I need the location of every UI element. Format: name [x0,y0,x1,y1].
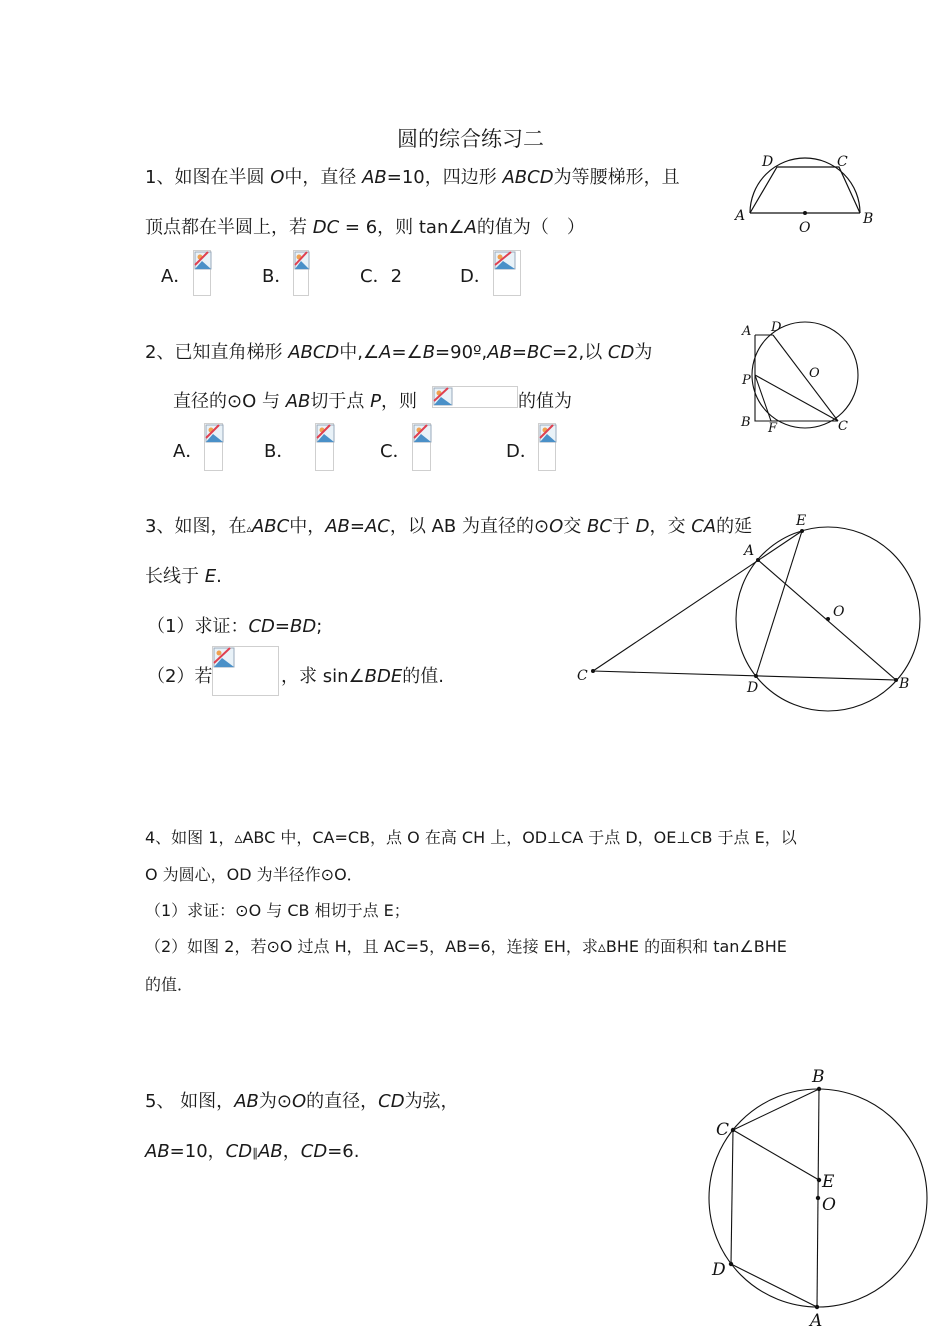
broken-image-icon [212,646,279,696]
q1-option-a[interactable]: A． [161,266,192,287]
q4-line2: O 为圆心，OD 为半径作⊙O． [145,865,363,884]
q1-option-b[interactable]: B． [262,266,293,287]
svg-text:D: D [712,1260,726,1280]
svg-text:A: A [810,1311,823,1331]
svg-text:A: A [742,324,752,339]
svg-text:E: E [822,1172,835,1192]
svg-text:D: D [771,320,782,335]
q3-line2: 长线于 E. [145,566,222,587]
svg-text:C: C [716,1120,730,1140]
q4-line4: （2）如图 2，若⊙O 过点 H，且 AC=5，AB=6，连接 EH，求▵BHE 的面积和 tan∠BHE [145,937,787,956]
q4-line1: 4、如图 1，▵ABC 中，CA=CB，点 O 在高 CH 上，OD⊥CA 于点 D，OE⊥CB 于点 E，以 [145,828,797,847]
q3-line1: 3、如图，在▵ABC中，AB=AC，以 AB 为直径的⊙O交 BC于 D，交 CA的延 [145,516,753,537]
q1-option-d[interactable]: D． [460,266,492,287]
svg-text:B: B [812,1067,825,1087]
svg-text:F: F [768,421,778,436]
q2-figure [735,315,875,440]
svg-text:B: B [741,415,751,430]
page-title: 圆的综合练习二 [397,127,544,151]
q1-line2: 顶点都在半圆上，若 DC = 6，则 tan∠A的值为（ ） [145,217,585,238]
broken-image-icon [293,250,309,296]
q2-line1: 2、已知直角梯形 ABCD中,∠A=∠B=90º,AB=BC=2,以 CD为 [145,342,653,363]
broken-image-icon [412,423,431,471]
q3-part1: （1）求证：CD=BD; [147,616,323,637]
q2-option-a[interactable]: A． [173,441,204,462]
broken-image-icon [538,423,556,471]
q4-line3: （1）求证：⊙O 与 CB 相切于点 E； [145,901,410,920]
svg-text:D: D [747,680,759,696]
q2-option-b[interactable]: B． [264,441,295,462]
svg-text:C: C [837,154,848,170]
svg-text:B: B [899,676,910,692]
svg-text:E: E [796,513,807,529]
svg-text:P: P [742,373,751,388]
broken-image-icon [432,386,518,408]
q1-option-c[interactable]: C．2 [360,266,403,287]
broken-image-icon [315,423,334,471]
q2-option-c[interactable]: C． [380,441,411,462]
broken-image-icon [204,423,223,471]
svg-text:D: D [762,154,774,170]
q5-line2: AB=10，CD∥AB，CD=6. [145,1141,360,1162]
svg-text:O: O [822,1195,836,1215]
svg-text:B: B [863,211,874,227]
q5-figure [700,1062,950,1344]
svg-text:O: O [799,220,811,236]
q3-part2-pre: （2）若 [147,666,213,687]
q2-line2-end: 的值为 [518,391,572,412]
q4-line5: 的值． [145,975,194,994]
q5-line1: 5、 如图，AB为⊙O的直径，CD为弦， [145,1091,459,1112]
svg-text:A: A [744,543,755,559]
q1-figure [730,150,880,235]
broken-image-icon [193,250,211,296]
svg-text:O: O [833,604,845,620]
svg-text:O: O [809,366,820,381]
q1-line1: 1、如图在半圆 O中，直径 AB=10，四边形 ABCD为等腰梯形，且 [145,167,680,188]
svg-text:A: A [735,208,746,224]
svg-text:C: C [577,668,588,684]
broken-image-icon [493,250,521,296]
q3-figure [570,510,930,715]
q2-option-d[interactable]: D． [506,441,538,462]
q2-line2: 直径的⊙O 与 AB切于点 P，则 [173,391,417,412]
q3-part2-post: ，求 sin∠BDE的值. [281,666,444,687]
svg-text:C: C [838,419,848,434]
